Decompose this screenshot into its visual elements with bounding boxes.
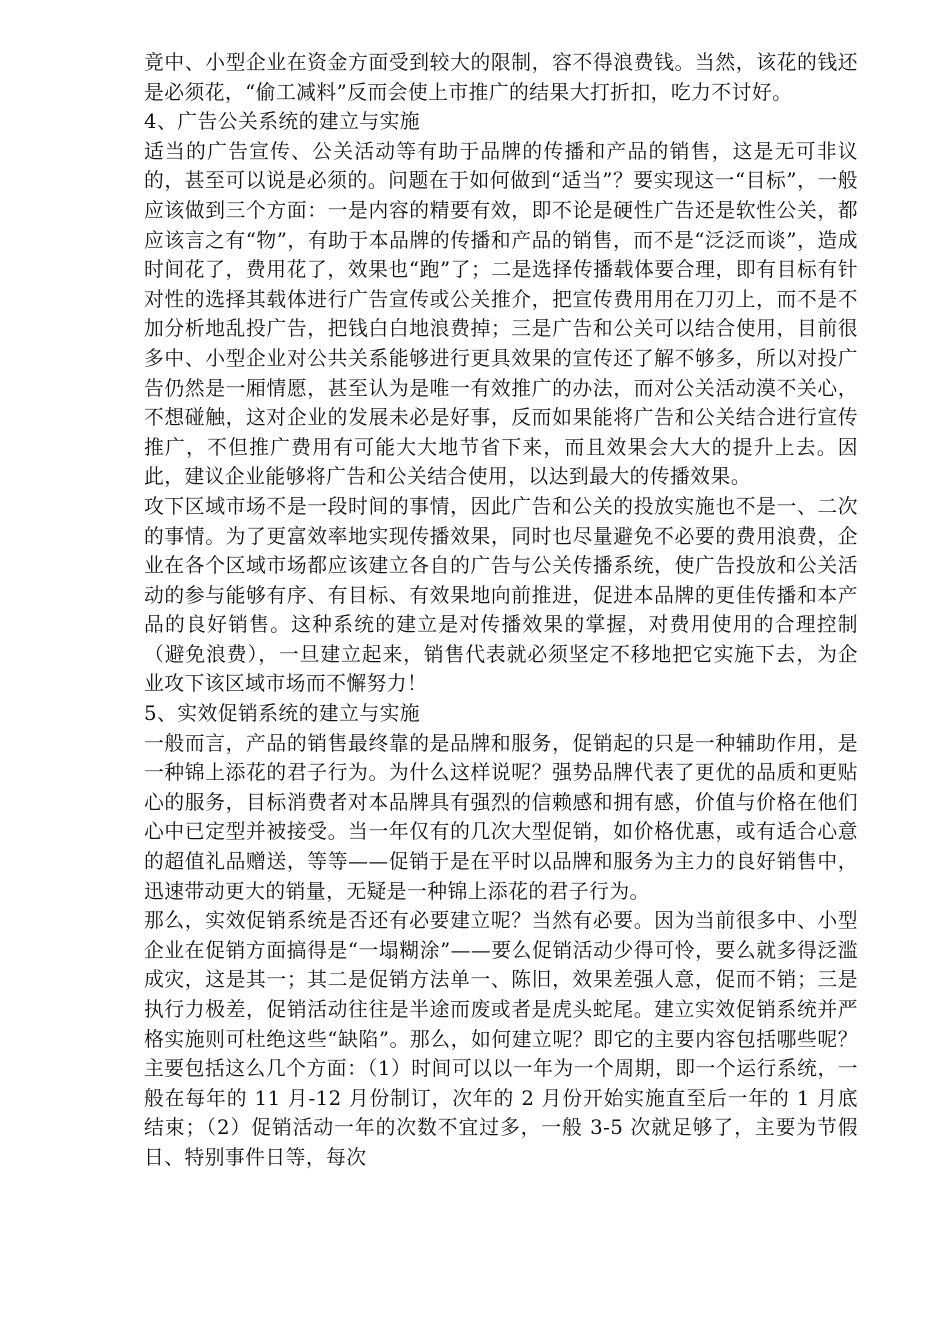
paragraph-intro: 竟中、小型企业在资金方面受到较大的限制，容不得浪费钱。当然，该花的钱还是必须花，“偷工减料”反而会使上市推广的结果大打折扣，吃力不讨好。 xyxy=(144,51,858,104)
document-page xyxy=(144,48,858,1173)
paragraph-promotion-system: 那么，实效促销系统是否还有必要建立呢？当然有必要。因为当前很多中、小型企业在促销方面搞得是“一塌糊涂”——要么促销活动少得可怜，要么就多得泛滥成灾，这是其一；其二是促销方法单一、陈旧，效果差强人意，促而不销；三是执行力极差，促销活动往往是半途而废或者是虎头蛇尾。建立实效促销系统并严格实施则可杜绝这些“缺陷”。那么，如何建立呢？即它的主要内容包括哪些呢？主要包括这么几个方面：（1）时间可以以一年为一个周期，即一个运行系统，一般在每年的 11 月-12 月份制订，次年的 2 月份开始实施直至后一年的 1 月底结束；（2）促销活动一年的次数不宜过多，一般 3-5 次就足够了，主要为节假日、特别事件日等，每次 xyxy=(144,909,858,1169)
paragraph-promotion: 一般而言，产品的销售最终靠的是品牌和服务，促销起的只是一种辅助作用，是一种锦上添花的君子行为。为什么这样说呢？强势品牌代表了更优的品质和更贴心的服务，目标消费者对本品牌具有强烈的信赖感和拥有感，价值与价格在他们心中已定型并被接受。当一年仅有的几次大型促销，如价格优惠，或有适合心意的超值礼品赠送，等等——促销于是在平时以品牌和服务为主力的良好销售中，迅速带动更大的销量，无疑是一种锦上添花的君子行为。 xyxy=(144,731,858,903)
paragraph-regional-market: 攻下区域市场不是一段时间的事情，因此广告和公关的投放实施也不是一、二次的事情。为了更富效率地实现传播效果，同时也尽量避免不必要的费用浪费，企业在各个区域市场都应该建立各自的广告与公关传播系统，使广告投放和公关活动的参与能够有序、有目标、有效果地向前推进，促进本品牌的更佳传播和本产品的良好销售。这种系统的建立是对传播效果的掌握，对费用使用的合理控制（避免浪费），一旦建立起来，销售代表就必须坚定不移地把它实施下去，为企业攻下该区域市场而不懈努力！ xyxy=(144,494,858,696)
paragraph-advertising: 适当的广告宣传、公关活动等有助于品牌的传播和产品的销售，这是无可非议的，甚至可以说是必须的。问题在于如何做到“适当”？要实现这一“目标”，一般应该做到三个方面：一是内容的精要有效，即不论是硬性广告还是软性公关，都应该言之有“物”，有助于本品牌的传播和产品的销售，而不是“泛泛而谈”，造成时间花了，费用花了，效果也“跑”了；二是选择传播载体要合理，即有目标有针对性的选择其载体进行广告宣传或公关推介，把宣传费用用在刀刃上，而不是不加分析地乱投广告，把钱白白地浪费掉；三是广告和公关可以结合使用，目前很多中、小型企业对公共关系能够进行更具效果的宣传还了解不够多，所以对投广告仍然是一厢情愿，甚至认为是唯一有效推广的办法，而对公关活动漠不关心，不想碰触，这对企业的发展未必是好事，反而如果能将广告和公关结合进行宣传推广，不但推广费用有可能大大地节省下来，而且效果会大大的提升上去。因此，建议企业能够将广告和公关结合使用，以达到最大的传播效果。 xyxy=(144,139,858,489)
section-heading-4: 4、广告公关系统的建立与实施 xyxy=(144,110,421,134)
section-heading-5: 5、实效促销系统的建立与实施 xyxy=(144,702,421,726)
